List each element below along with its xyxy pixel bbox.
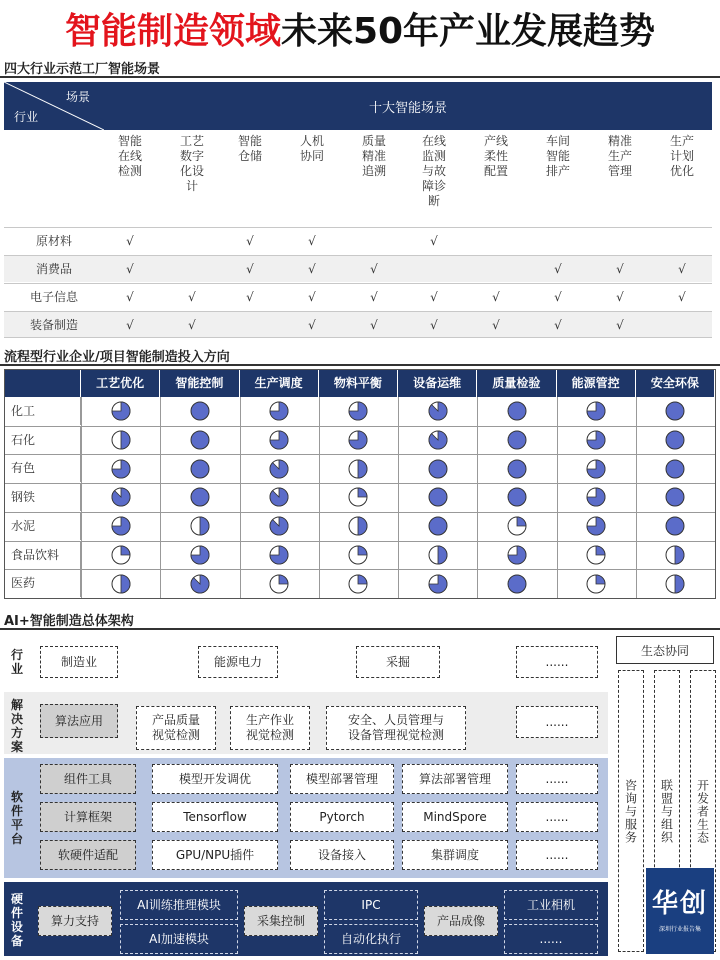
harvey-ball-icon xyxy=(428,459,448,479)
table2-column-header: 物料平衡 xyxy=(319,370,398,397)
scene-column-8 xyxy=(590,134,650,179)
harvey-ball-icon xyxy=(665,545,685,565)
band-label-solution: 解决方案 xyxy=(10,698,23,754)
check-mark: √ xyxy=(492,290,500,304)
check-mark: √ xyxy=(370,262,378,276)
page-title xyxy=(0,0,720,56)
table1-corner-header xyxy=(4,82,104,130)
scene-column-text: 计 xyxy=(185,179,198,193)
scene-column-text: 化设 xyxy=(179,164,204,178)
harvey-ball-icon xyxy=(428,430,448,450)
scene-column-text: 在线 xyxy=(421,134,446,148)
harvey-ball-icon xyxy=(507,516,527,536)
section3-heading: AI+智能制造总体架构 xyxy=(4,614,134,629)
harvey-ball-icon xyxy=(190,545,210,565)
check-mark: √ xyxy=(430,318,438,332)
solution-box-algorithm: 算法应用 xyxy=(40,704,118,738)
industry-label-cell: 装备制造 xyxy=(29,318,78,332)
side-consulting: 咨询与服务 xyxy=(618,670,644,952)
software-grid-box: 设备接入 xyxy=(290,840,394,870)
scene-column-text: 优化 xyxy=(669,164,694,178)
watermark-sub: 深圳行业报告集 xyxy=(658,925,701,933)
harvey-ball-icon xyxy=(507,401,527,421)
table2-column-header: 生产调度 xyxy=(240,370,319,397)
industry-box-more: ...... xyxy=(516,646,598,678)
harvey-ball-icon xyxy=(507,430,527,450)
industry-label-cell: 原材料 xyxy=(35,234,72,248)
harvey-ball-icon xyxy=(190,401,210,421)
scene-column-text: 智能 xyxy=(117,134,142,148)
harvey-ball-icon xyxy=(111,401,131,421)
band-label-industry: 行业 xyxy=(10,648,23,676)
harvey-ball-icon xyxy=(665,487,685,507)
harvey-ball-icon xyxy=(348,459,368,479)
table2-col-divider xyxy=(636,397,637,598)
check-mark: √ xyxy=(554,290,562,304)
check-mark: √ xyxy=(126,318,134,332)
table2-col-divider xyxy=(240,397,241,598)
table2-column-header: 工艺优化 xyxy=(81,370,160,397)
harvey-ball-icon xyxy=(269,430,289,450)
harvey-ball-icon xyxy=(507,545,527,565)
harvey-ball-icon xyxy=(665,401,685,421)
industry-label-cell: 电子信息 xyxy=(29,290,78,304)
scene-column-6 xyxy=(466,134,526,179)
harvey-ball-icon xyxy=(586,516,606,536)
software-box-components: 组件工具 xyxy=(40,764,136,794)
harvey-ball-icon xyxy=(348,574,368,594)
hardware-box-imaging: 产品成像 xyxy=(424,906,498,936)
table1-row xyxy=(4,283,712,310)
scene-column-7 xyxy=(528,134,588,179)
harvey-ball-icon xyxy=(507,487,527,507)
check-mark: √ xyxy=(554,262,562,276)
table2-column-header: 质量检验 xyxy=(477,370,556,397)
check-mark: √ xyxy=(308,290,316,304)
scene-column-text: 断 xyxy=(427,194,440,208)
harvey-ball-icon xyxy=(428,574,448,594)
harvey-ball-icon xyxy=(665,430,685,450)
table2-col-divider xyxy=(398,397,399,598)
harvey-ball-icon xyxy=(190,430,210,450)
solution-box-quality-inspection: 产品质量 视觉检测 xyxy=(136,706,216,750)
scene-column-4 xyxy=(344,134,404,179)
section2-heading: 流程型行业企业/项目智能制造投入方向 xyxy=(4,350,230,365)
harvey-ball-icon xyxy=(348,545,368,565)
software-grid-box: ...... xyxy=(516,840,598,870)
scene-column-text: 障诊 xyxy=(421,179,446,193)
check-mark: √ xyxy=(616,262,624,276)
table2-row-label: 钢铁 xyxy=(5,483,81,511)
harvey-ball-icon xyxy=(111,487,131,507)
software-box-adaptation: 软硬件适配 xyxy=(40,840,136,870)
scene-column-text: 数字 xyxy=(179,149,204,163)
hardware-box-ai-inference: AI训练推理模块 xyxy=(120,890,238,920)
harvey-ball-icon xyxy=(586,401,606,421)
industry-label: 行业 xyxy=(14,110,39,124)
scene-column-0 xyxy=(100,134,160,179)
scene-column-text: 监测 xyxy=(421,149,446,163)
harvey-ball-icon xyxy=(665,459,685,479)
industry-label-cell: 消费品 xyxy=(35,262,72,276)
check-mark: √ xyxy=(126,262,134,276)
harvey-ball-icon xyxy=(111,545,131,565)
scene-column-9 xyxy=(652,134,712,179)
scene-column-5 xyxy=(404,134,464,209)
harvey-ball-icon xyxy=(586,459,606,479)
section1-divider xyxy=(0,76,720,78)
harvey-ball-icon xyxy=(111,430,131,450)
harvey-ball-icon xyxy=(665,516,685,536)
harvey-ball-icon xyxy=(586,574,606,594)
hardware-box-camera: 工业相机 xyxy=(504,890,598,920)
table1-header-text: 十大智能场景 xyxy=(368,100,447,116)
scene-column-text: 排产 xyxy=(545,164,570,178)
harvey-ball-icon xyxy=(348,487,368,507)
table1-header xyxy=(104,82,712,130)
software-grid-box: 算法部署管理 xyxy=(402,764,508,794)
check-mark: √ xyxy=(430,234,438,248)
table2-col-divider xyxy=(81,397,82,598)
table2-col-divider xyxy=(160,397,161,598)
industry-box-mining: 采掘 xyxy=(356,646,440,678)
table2-col-divider xyxy=(477,397,478,598)
scene-column-text: 精准 xyxy=(361,149,386,163)
table2-row-divider xyxy=(5,426,715,427)
table1-bottom-line xyxy=(4,337,712,338)
check-mark: √ xyxy=(308,262,316,276)
check-mark: √ xyxy=(188,318,196,332)
software-grid-box: MindSpore xyxy=(402,802,508,832)
software-grid-box: 模型部署管理 xyxy=(290,764,394,794)
harvey-ball-icon xyxy=(190,516,210,536)
scene-column-text: 生产 xyxy=(669,134,694,148)
scene-column-text: 车间 xyxy=(545,134,570,148)
scene-column-text: 管理 xyxy=(607,164,632,178)
table2-row-divider xyxy=(5,454,715,455)
scene-column-text: 生产 xyxy=(607,149,632,163)
harvey-ball-icon xyxy=(269,401,289,421)
table2-column-header: 设备运维 xyxy=(398,370,477,397)
hardware-box-ai-accel: AI加速模块 xyxy=(120,924,238,954)
hardware-box-automation: 自动化执行 xyxy=(324,924,418,954)
harvey-ball-icon xyxy=(665,574,685,594)
scene-column-text: 智能 xyxy=(237,134,262,148)
side-ecosystem: 生态协同 xyxy=(616,636,714,664)
scene-column-text: 协同 xyxy=(299,149,324,163)
table1-row xyxy=(4,311,712,338)
hardware-box-compute: 算力支持 xyxy=(38,906,112,936)
harvey-ball-icon xyxy=(428,545,448,565)
table2-row-label: 化工 xyxy=(5,397,81,425)
harvey-ball-icon xyxy=(348,516,368,536)
hardware-box-more: ...... xyxy=(504,924,598,954)
check-mark: √ xyxy=(430,290,438,304)
check-mark: √ xyxy=(492,318,500,332)
band-label-hardware: 硬件设备 xyxy=(10,892,23,948)
harvey-ball-icon xyxy=(348,430,368,450)
check-mark: √ xyxy=(554,318,562,332)
check-mark: √ xyxy=(616,290,624,304)
software-grid-box: 集群调度 xyxy=(402,840,508,870)
scene-column-text: 工艺 xyxy=(179,134,204,148)
check-mark: √ xyxy=(308,234,316,248)
harvey-ball-icon xyxy=(190,459,210,479)
table2-row-divider xyxy=(5,483,715,484)
scene-column-text: 人机 xyxy=(299,134,324,148)
hardware-box-ipc: IPC xyxy=(324,890,418,920)
scene-column-text: 在线 xyxy=(117,149,142,163)
check-mark: √ xyxy=(308,318,316,332)
harvey-ball-icon xyxy=(586,487,606,507)
table2-row-label: 有色 xyxy=(5,454,81,482)
harvey-ball-icon xyxy=(586,545,606,565)
table2-col-divider xyxy=(557,397,558,598)
title-black: 未来50年产业发展趋势 xyxy=(280,10,656,52)
table1-row xyxy=(4,227,712,254)
watermark-logo xyxy=(646,868,714,954)
harvey-ball-icon xyxy=(348,401,368,421)
side-alliance: 联盟与组织 xyxy=(654,670,680,952)
scene-label: 场景 xyxy=(65,90,90,104)
harvey-ball-icon xyxy=(269,487,289,507)
harvey-ball-icon xyxy=(428,401,448,421)
table2-column-header: 智能控制 xyxy=(160,370,239,397)
software-box-framework: 计算框架 xyxy=(40,802,136,832)
check-mark: √ xyxy=(188,290,196,304)
industry-box-energy: 能源电力 xyxy=(198,646,278,678)
table2-row-label: 石化 xyxy=(5,426,81,454)
harvey-ball-icon xyxy=(269,459,289,479)
scene-column-text: 配置 xyxy=(483,164,508,178)
table2-row-divider xyxy=(5,541,715,542)
table2-row-divider xyxy=(5,512,715,513)
harvey-ball-icon xyxy=(111,574,131,594)
harvey-ball-icon xyxy=(269,516,289,536)
software-grid-box: 模型开发调优 xyxy=(152,764,278,794)
scene-column-1 xyxy=(162,134,222,194)
section2-divider xyxy=(0,364,720,366)
harvey-ball-icon xyxy=(507,574,527,594)
table2-row-label: 水泥 xyxy=(5,512,81,540)
harvey-ball-icon xyxy=(190,574,210,594)
software-grid-box: ...... xyxy=(516,802,598,832)
harvey-ball-icon xyxy=(269,545,289,565)
check-mark: √ xyxy=(126,234,134,248)
scene-column-text: 柔性 xyxy=(483,149,508,163)
harvey-ball-icon xyxy=(428,516,448,536)
harvey-ball-icon xyxy=(507,459,527,479)
table1-row xyxy=(4,255,712,282)
check-mark: √ xyxy=(246,290,254,304)
scene-column-text: 产线 xyxy=(483,134,508,148)
check-mark: √ xyxy=(370,318,378,332)
hardware-box-collect: 采集控制 xyxy=(244,906,318,936)
industry-box-manufacturing: 制造业 xyxy=(40,646,118,678)
table2-col-divider xyxy=(319,397,320,598)
section3-divider xyxy=(0,628,720,630)
harvey-ball-icon xyxy=(586,430,606,450)
band-label-software: 软件平台 xyxy=(10,790,23,846)
side-developer: 开发者生态 xyxy=(690,670,716,952)
check-mark: √ xyxy=(126,290,134,304)
check-mark: √ xyxy=(678,262,686,276)
check-mark: √ xyxy=(616,318,624,332)
check-mark: √ xyxy=(246,262,254,276)
solution-box-more: ...... xyxy=(516,706,598,738)
scene-column-2 xyxy=(220,134,280,164)
check-mark: √ xyxy=(678,290,686,304)
scene-column-text: 检测 xyxy=(117,164,142,178)
table2-row-divider xyxy=(5,569,715,570)
scene-column-text: 追溯 xyxy=(361,164,386,178)
scene-column-3 xyxy=(282,134,342,164)
table2-corner xyxy=(5,370,81,397)
software-grid-box: ...... xyxy=(516,764,598,794)
scene-column-text: 质量 xyxy=(361,134,386,148)
scene-column-text: 智能 xyxy=(545,149,570,163)
check-mark: √ xyxy=(246,234,254,248)
watermark-main: 华创 xyxy=(651,888,708,919)
solution-box-safety-inspection: 安全、人员管理与 设备管理视觉检测 xyxy=(326,706,466,750)
section1-heading: 四大行业示范工厂智能场景 xyxy=(4,62,161,77)
title-red: 智能制造领域 xyxy=(64,10,281,52)
scene-column-text: 计划 xyxy=(669,149,694,163)
table2 xyxy=(4,369,716,599)
table2-row-label: 医药 xyxy=(5,569,81,597)
scene-column-text: 与故 xyxy=(421,164,446,178)
harvey-ball-icon xyxy=(111,459,131,479)
table2-column-header: 能源管控 xyxy=(557,370,636,397)
solution-box-production-inspection: 生产作业 视觉检测 xyxy=(230,706,310,750)
table2-column-header: 安全环保 xyxy=(636,370,715,397)
table2-row-label: 食品饮料 xyxy=(5,541,81,569)
harvey-ball-icon xyxy=(190,487,210,507)
harvey-ball-icon xyxy=(428,487,448,507)
harvey-ball-icon xyxy=(269,574,289,594)
harvey-ball-icon xyxy=(111,516,131,536)
check-mark: √ xyxy=(370,290,378,304)
scene-column-text: 精准 xyxy=(607,134,632,148)
software-grid-box: Pytorch xyxy=(290,802,394,832)
software-grid-box: Tensorflow xyxy=(152,802,278,832)
software-grid-box: GPU/NPU插件 xyxy=(152,840,278,870)
scene-column-text: 仓储 xyxy=(237,149,262,163)
